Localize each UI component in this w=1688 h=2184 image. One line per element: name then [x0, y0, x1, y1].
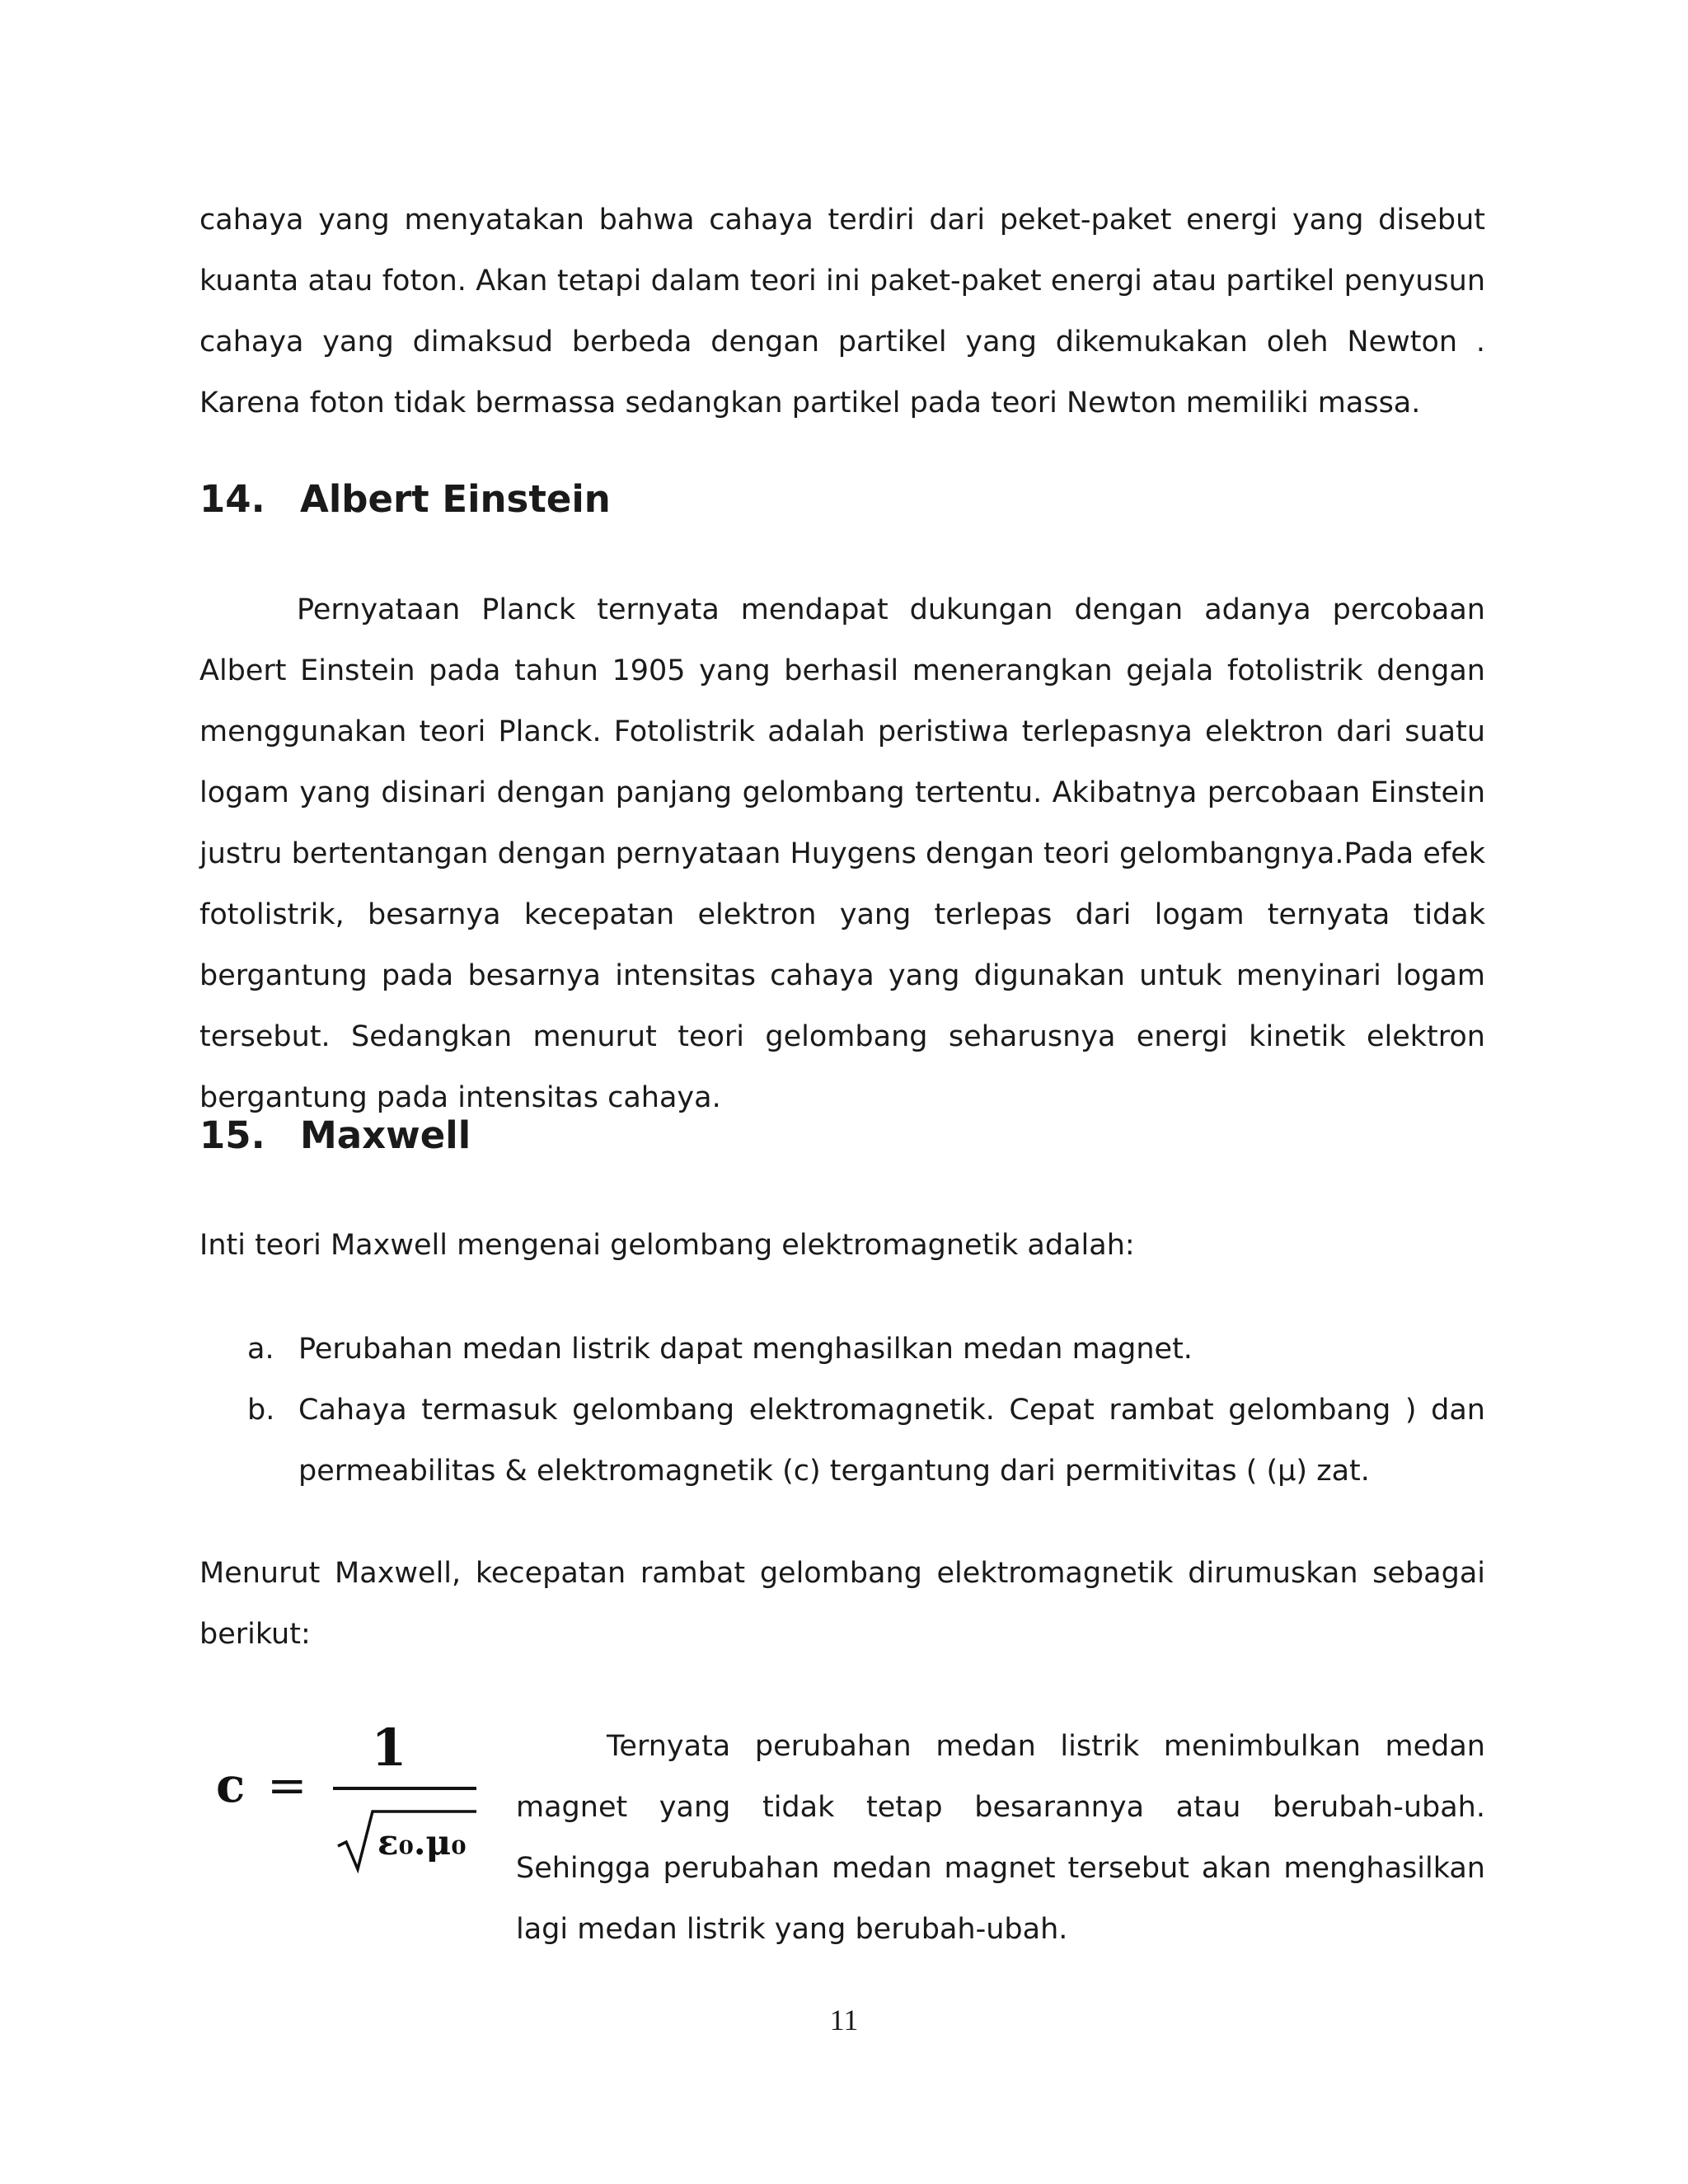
intro-block — [199, 190, 1485, 434]
section-15-number: 15. — [199, 1113, 265, 1157]
formula-intro: Menurut Maxwell, kecepatan rambat gelombang elektromagnetik dirumuskan sebagai berikut: — [199, 1557, 1485, 1651]
section-14-number: 14. — [199, 477, 265, 521]
section-15-heading — [199, 1113, 471, 1159]
formula-denominator: ε₀.μ₀ — [377, 1822, 467, 1863]
section-14-paragraph: Pernyataan Planck ternyata mendapat dukungan dengan adanya percobaan Albert Einstein pada tahun 1905 yang berhasil menerangkan gejala fotolistrik dengan menggunakan teori Planck. Fotolistrik adalah peristiwa terlepasnya elektron dari suatu logam yang disinari dengan panjang gelombang tertentu. Akibatnya percobaan Einstein justru bertentangan dengan pernyataan Huygens dengan teori gelombangnya.Pada efek fotolistrik, besarnya kecepatan elektron yang terlepas dari logam ternyata tidak bergantung pada besarnya intensitas cahaya yang digunakan untuk menyinari logam tersebut. Sedangkan menurut teori gelombang seharusnya energi kinetik elektron bergantung pada intensitas cahaya. — [199, 593, 1485, 1114]
formula-side-text-block — [516, 1716, 1485, 1960]
list-item — [247, 1380, 1485, 1502]
formula-numerator: 1 — [371, 1718, 407, 1778]
intro-paragraph: cahaya yang menyatakan bahwa cahaya terdiri dari peket-paket energi yang disebut kuanta atau foton. Akan tetapi dalam teori ini paket-paket energi atau partikel penyusun cahaya yang dimaksud berbeda dengan partikel yang dikemukakan oleh Newton . Karena foton tidak bermassa sedangkan partikel pada teori Newton memiliki massa. — [199, 204, 1485, 419]
list-item — [247, 1319, 1485, 1380]
list-item-marker: b. — [247, 1394, 275, 1427]
list-item-text: Cahaya termasuk gelombang elektromagnetik. Cepat rambat gelombang ) dan permeabilitas & elektromagnetik (c) tergantung dari permitivitas ( (μ) zat. — [298, 1394, 1485, 1488]
section-14-body — [199, 579, 1485, 1128]
formula-graphic — [216, 1718, 488, 1929]
formula-equals: = — [267, 1757, 307, 1813]
section-14-heading — [199, 476, 611, 523]
section-15-list — [247, 1319, 1485, 1502]
section-15-title: Maxwell — [300, 1113, 471, 1157]
section-14-title: Albert Einstein — [300, 477, 611, 521]
section-15-lead-block — [199, 1215, 1485, 1276]
list-item-marker: a. — [247, 1333, 274, 1366]
formula-lhs: c — [216, 1757, 246, 1813]
list-item-text: Perubahan medan listrik dapat menghasilkan medan magnet. — [298, 1333, 1193, 1366]
formula-side-text: Ternyata perubahan medan listrik menimbulkan medan magnet yang tidak tetap besarannya atau berubah-ubah. Sehingga perubahan medan magnet tersebut akan menghasilkan lagi medan listrik yang berubah-ubah. — [516, 1730, 1485, 1946]
page-number: 11 — [829, 2004, 859, 2036]
formula-intro-block — [199, 1543, 1485, 1665]
section-15-lead: Inti teori Maxwell mengenai gelombang elektromagnetik adalah: — [199, 1229, 1135, 1262]
maxwell-formula — [216, 1718, 488, 1929]
